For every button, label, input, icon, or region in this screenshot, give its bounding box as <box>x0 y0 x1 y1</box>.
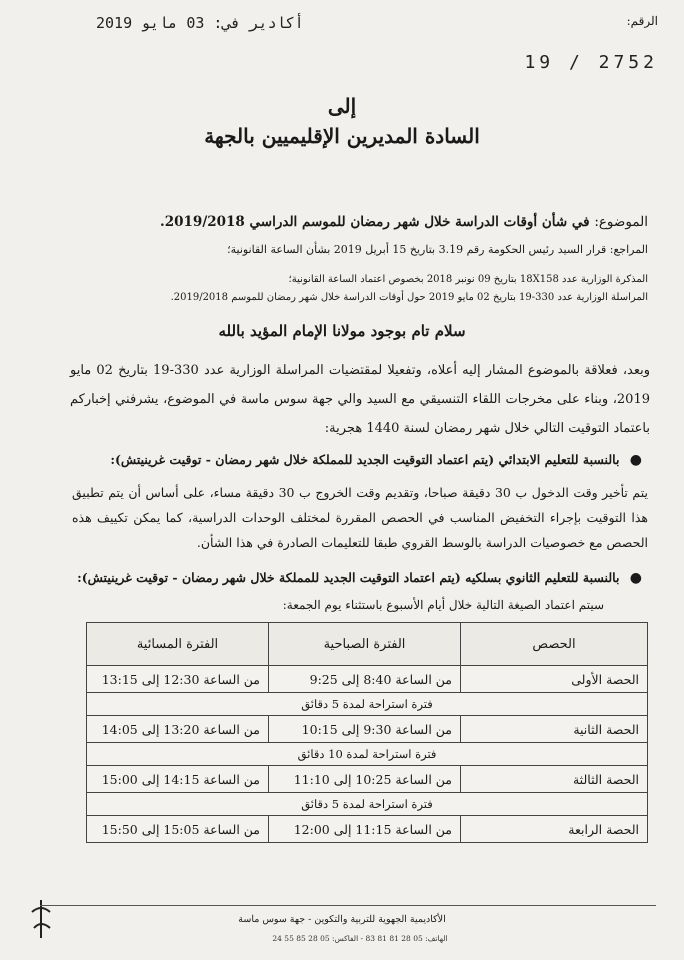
addressee-to: إلى <box>327 94 357 118</box>
session-name: الحصة الرابعة <box>461 816 648 843</box>
evening-time: من الساعة 15:05 إلى 15:50 <box>87 816 269 843</box>
header-morning: الفترة الصباحية <box>269 623 461 666</box>
break-text: فترة استراحة لمدة 5 دقائق <box>87 693 648 716</box>
subject-line <box>160 214 648 230</box>
reference-item-3: المراسلة الوزارية عدد 330-19 بتاريخ 02 مايو 2019 حول أوقات الدراسة خلال شهر رمضان للموسم 2019/2018. <box>170 292 648 303</box>
header-session: الحصص <box>461 623 648 666</box>
primary-section-title <box>110 452 642 468</box>
break-text: فترة استراحة لمدة 10 دقائق <box>87 743 648 766</box>
footer-divider <box>40 905 656 906</box>
primary-section-body: يتم تأخير وقت الدخول ب 30 دقيقة صباحا، وتقديم وقت الخروج ب 30 دقيقة مساء، على أساس أن يتم تطبيق هذا التوقيت بإجراء التخفيض المناسب في الحصص المقررة لمختلف الوحدات الدراسية، كما يمكن تكييف هذه الحصص مع خصوصيات الدراسة بالوسط القروي طبقا للتعليمات الصادرة في هذا الشأن. <box>72 485 648 550</box>
bullet-icon: ● <box>629 570 642 586</box>
greeting: سلام تام بوجود مولانا الإمام المؤيد بالله <box>218 322 466 340</box>
table-row <box>87 716 648 743</box>
footer-institution: الأكاديمية الجهوية للتربية والتكوين - جهة سوس ماسة <box>238 914 446 925</box>
morning-time: من الساعة 9:30 إلى 10:15 <box>269 716 461 743</box>
session-name: الحصة الأولى <box>461 666 648 693</box>
break-row <box>87 793 648 816</box>
primary-title-text: بالنسبة للتعليم الابتدائي (يتم اعتماد التوقيت الجديد للمملكة خلال شهر رمضان - توقيت غرينيتش): <box>110 452 620 467</box>
session-name: الحصة الثالثة <box>461 766 648 793</box>
secondary-title-text: بالنسبة للتعليم الثانوي بسلكيه (يتم اعتماد التوقيت الجديد للمملكة خلال شهر رمضان - توقيت غرينيتش): <box>77 570 620 585</box>
date-day: 03 <box>186 14 205 32</box>
morning-time: من الساعة 10:25 إلى 11:10 <box>269 766 461 793</box>
table-row <box>87 816 648 843</box>
schedule-table <box>86 622 648 843</box>
evening-time: من الساعة 12:30 إلى 13:15 <box>87 666 269 693</box>
table-header-row <box>87 623 648 666</box>
evening-time: من الساعة 13:20 إلى 14:05 <box>87 716 269 743</box>
reference-item-1 <box>227 243 648 256</box>
date-month: مايو <box>141 14 178 32</box>
date-year: 2019 <box>96 14 133 32</box>
evening-time: من الساعة 14:15 إلى 15:00 <box>87 766 269 793</box>
secondary-section-title <box>77 570 642 586</box>
session-name: الحصة الثانية <box>461 716 648 743</box>
break-row <box>87 693 648 716</box>
table-row <box>87 666 648 693</box>
morning-time: من الساعة 11:15 إلى 12:00 <box>269 816 461 843</box>
references-label: المراجع: <box>609 243 648 256</box>
break-text: فترة استراحة لمدة 5 دقائق <box>87 793 648 816</box>
header-evening: الفترة المسائية <box>87 623 269 666</box>
break-row <box>87 743 648 766</box>
intro-paragraph: وبعد، فعلاقة بالموضوع المشار إليه أعلاه، وتفعيلا لمقتضيات المراسلة الوزارية عدد 330-19 بتاريخ 02 مايو 2019، وبناء على مخرجات اللقاء التنسيقي مع السيد والي جهة سوس ماسة في الموضوع، يشرفني إخباركم باعتماد التوقيت التالي خلال شهر رمضان لسنة 1440 هجرية: <box>70 363 651 436</box>
table-row <box>87 766 648 793</box>
morning-time: من الساعة 8:40 إلى 9:25 <box>269 666 461 693</box>
footer-contact: الهاتف: 05 28 81 81 83 - الفاكس: 05 28 85 55 24 <box>272 934 448 943</box>
date-line <box>96 14 304 32</box>
reference-number: 19 / 2752 <box>524 52 658 73</box>
reference-label: الرقم: <box>626 14 658 28</box>
reference-text: قرار السيد رئيس الحكومة رقم 3.19 بتاريخ 15 أبريل 2019 بشأن الساعة القانونية؛ <box>227 243 607 256</box>
addressee-recipients: السادة المديرين الإقليميين بالجهة <box>204 124 480 148</box>
reference-item-2: المذكرة الوزارية عدد 18X158 بتاريخ 09 نونبر 2018 بخصوص اعتماد الساعة القانونية؛ <box>288 274 648 285</box>
secondary-section-note: سيتم اعتماد الصيغة التالية خلال أيام الأسبوع باستثناء يوم الجمعة: <box>282 598 604 612</box>
subject-label: الموضوع: <box>594 214 648 230</box>
date-prefix: أكادير في: <box>213 14 304 32</box>
bullet-icon: ● <box>629 452 642 468</box>
subject-text: في شأن أوقات الدراسة خلال شهر رمضان للموسم الدراسي 2019/2018. <box>160 214 590 230</box>
